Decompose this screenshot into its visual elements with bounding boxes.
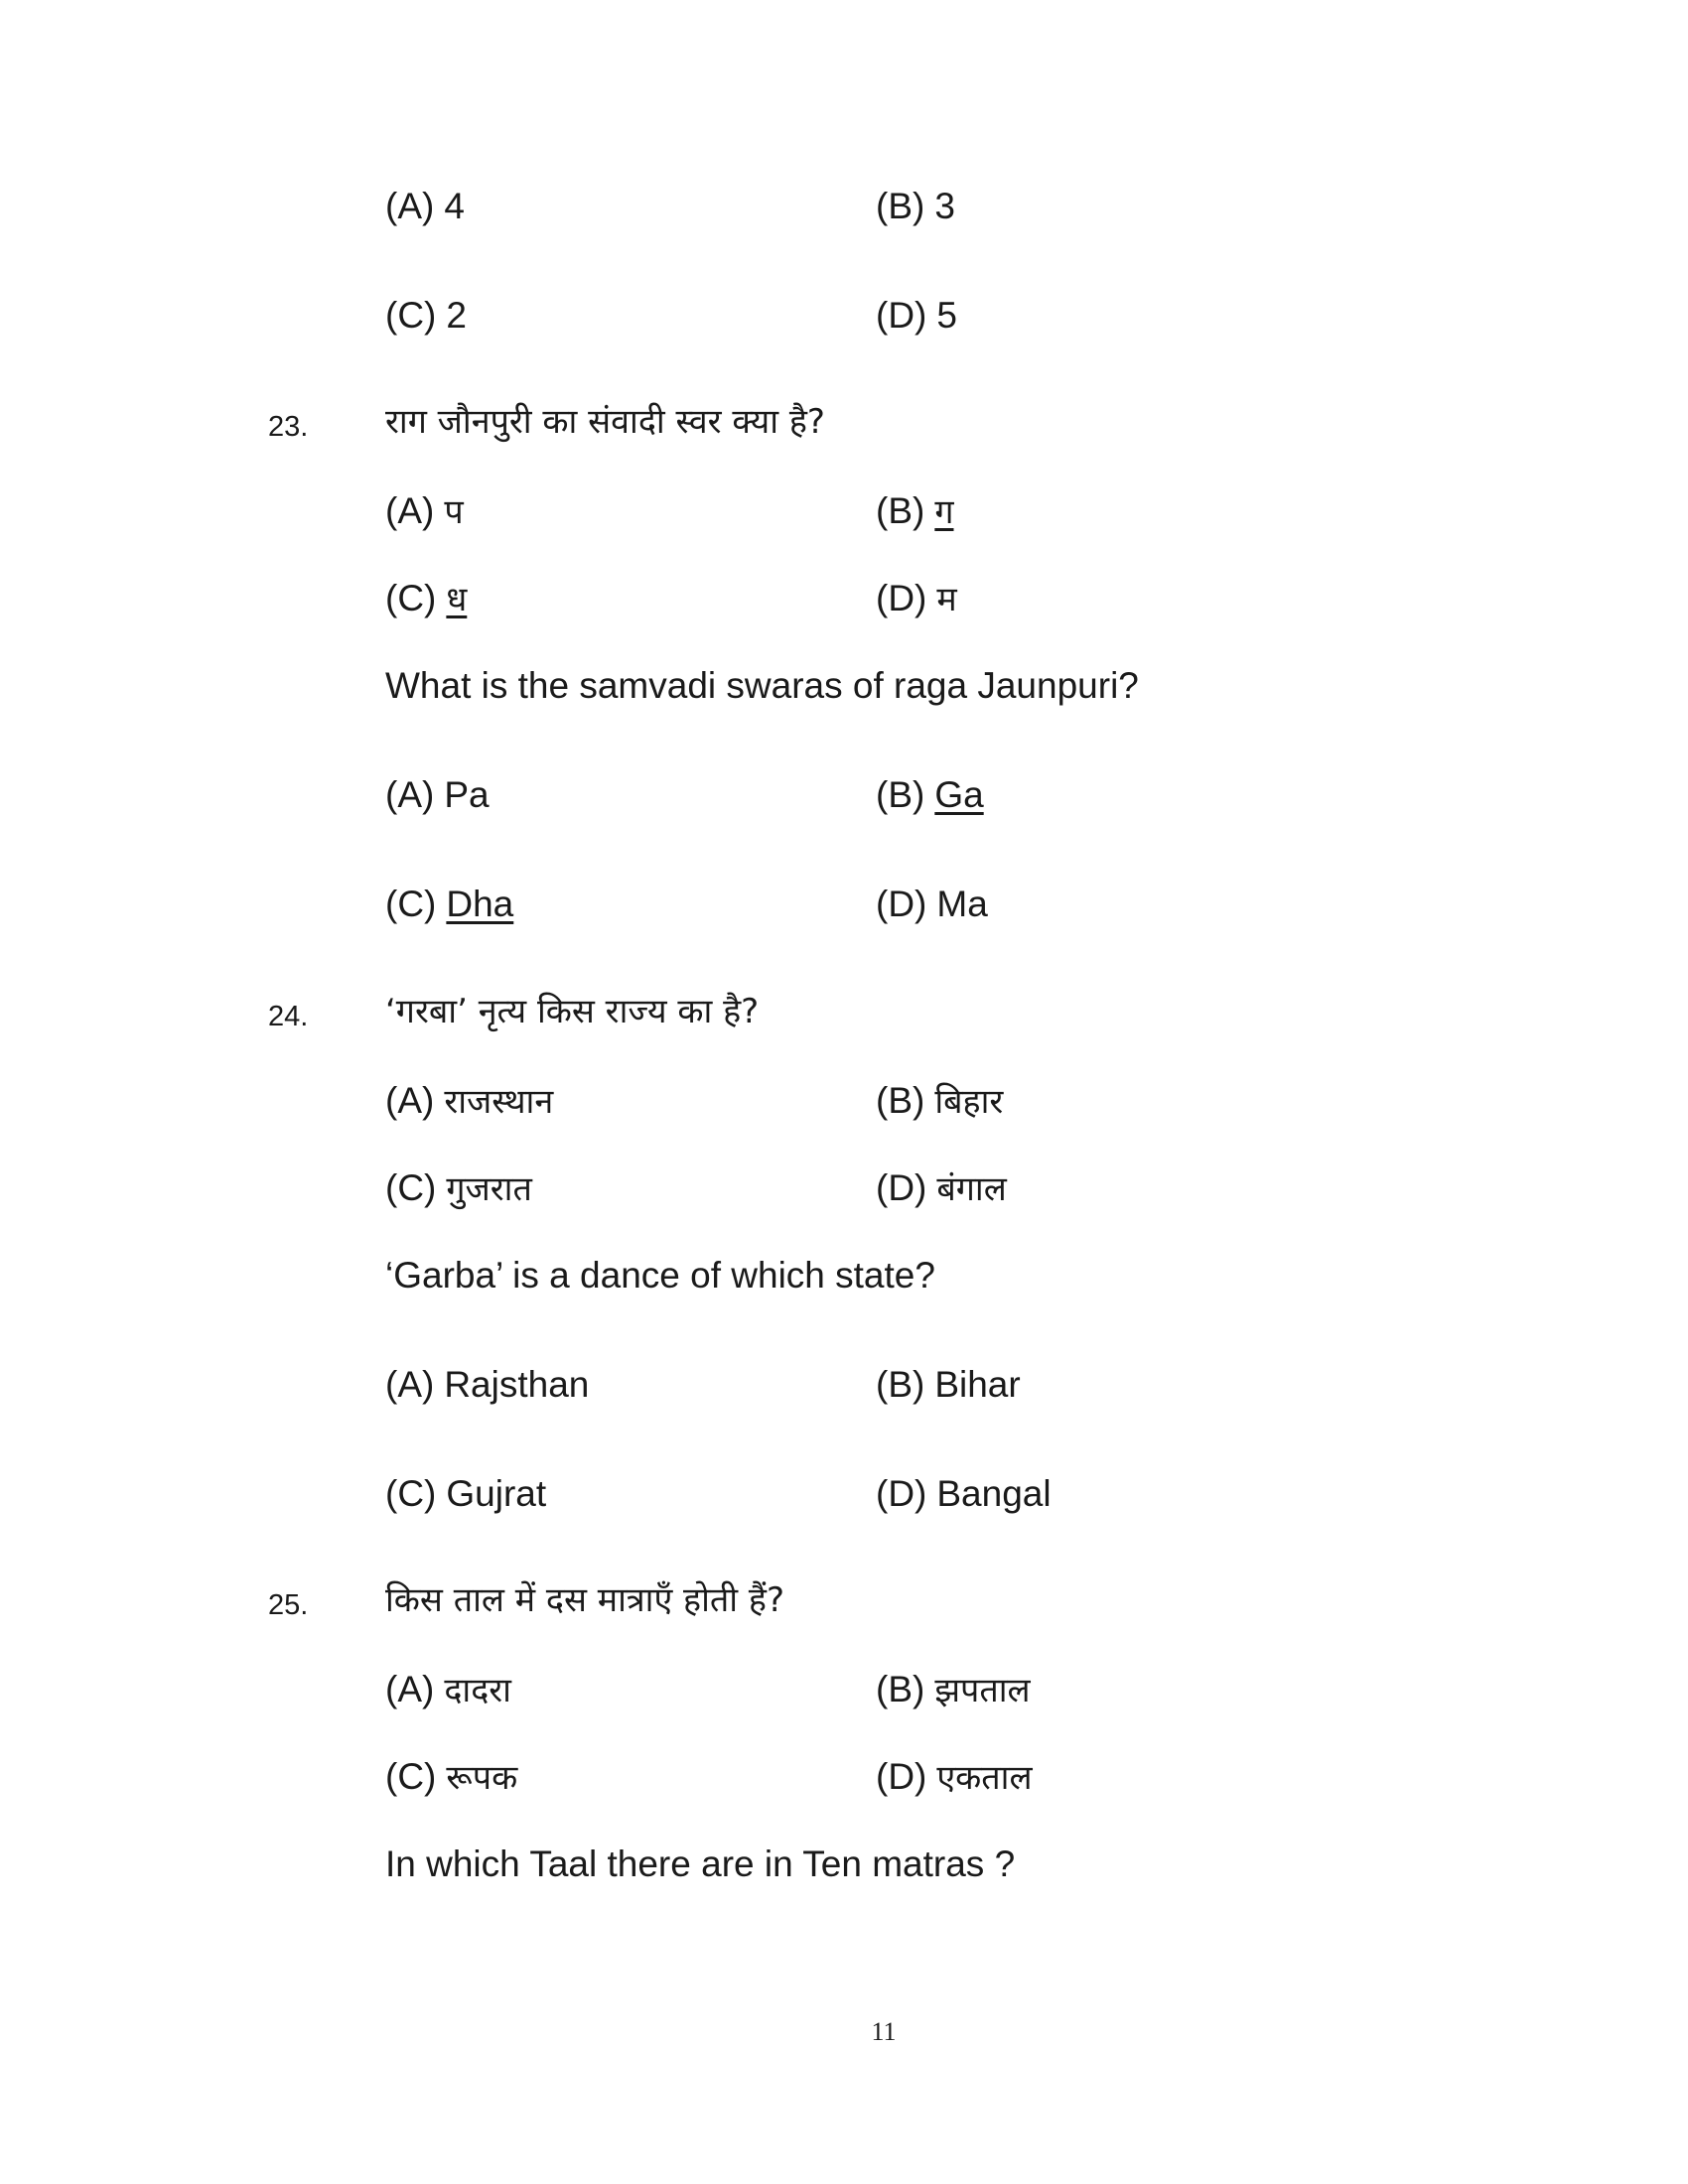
q25-hindi-option-a [385, 1665, 511, 1714]
option-value: Gujrat [446, 1473, 547, 1514]
option-value: Ga [934, 774, 984, 815]
q24-hindi-option-c [385, 1163, 532, 1213]
q25-hindi-option-c [385, 1752, 517, 1802]
option-value: Ma [936, 884, 988, 924]
option-label: (D) [876, 884, 927, 924]
option-value: दादरा [444, 1671, 511, 1710]
option-value: राजस्थान [444, 1082, 554, 1122]
option-label: (A) [385, 1669, 435, 1709]
question-number-23: 23. [268, 411, 309, 443]
option-value: 2 [446, 295, 467, 336]
option-label: (D) [876, 1756, 927, 1797]
q24-english-option-d [876, 1469, 1052, 1519]
option-value: एकताल [936, 1758, 1033, 1798]
option-label: (B) [876, 186, 925, 226]
option-label: (B) [876, 1364, 925, 1405]
q24-hindi-option-a [385, 1076, 553, 1126]
question-number-24: 24. [268, 1001, 309, 1032]
option-value: 4 [444, 186, 465, 226]
q22-option-a [385, 182, 465, 231]
option-value: Dha [446, 884, 514, 924]
q24-hindi-question: ‘गरबा’ नृत्य किस राज्य का है? [385, 992, 760, 1031]
q23-hindi-question: राग जौनपुरी का संवादी स्वर क्या है? [385, 402, 825, 442]
q24-hindi-option-b [876, 1076, 1003, 1126]
option-value: Rajsthan [444, 1364, 590, 1405]
option-label: (A) [385, 186, 435, 226]
q25-english-question: In which Taal there are in Ten matras ? [385, 1843, 1016, 1884]
option-value: 5 [936, 295, 957, 336]
option-value: Bihar [934, 1364, 1021, 1405]
option-label: (B) [876, 774, 925, 815]
option-value: 3 [934, 186, 955, 226]
option-value: बंगाल [936, 1169, 1007, 1209]
q23-english-option-a [385, 770, 490, 820]
option-label: (A) [385, 774, 435, 815]
option-label: (B) [876, 1080, 925, 1121]
q23-hindi-option-c [385, 574, 467, 623]
q23-hindi-option-a [385, 486, 464, 536]
option-value: Pa [444, 774, 490, 815]
q22-option-c [385, 291, 467, 341]
q23-english-question: What is the samvadi swaras of raga Jaunpuri? [385, 665, 1139, 706]
option-label: (B) [876, 1669, 925, 1709]
option-value: प [444, 492, 464, 532]
q23-hindi-option-d [876, 574, 957, 623]
option-label: (A) [385, 1364, 435, 1405]
option-label: (C) [385, 884, 437, 924]
option-label: (D) [876, 295, 927, 336]
q24-english-option-a [385, 1360, 589, 1410]
q22-option-d [876, 291, 957, 341]
q22-option-b [876, 182, 955, 231]
option-value: म [936, 580, 957, 619]
q25-hindi-question: किस ताल में दस मात्राएँ होती हैं? [385, 1580, 785, 1620]
option-label: (D) [876, 1473, 927, 1514]
option-value: गुजरात [446, 1169, 532, 1209]
option-label: (C) [385, 1756, 437, 1797]
option-label: (B) [876, 490, 925, 531]
option-value: Bangal [936, 1473, 1052, 1514]
q25-hindi-option-b [876, 1665, 1031, 1714]
q23-english-option-b [876, 770, 984, 820]
option-value: ग [934, 492, 954, 532]
q24-english-question: ‘Garba’ is a dance of which state? [385, 1255, 935, 1296]
q24-hindi-option-d [876, 1163, 1007, 1213]
option-label: (C) [385, 295, 437, 336]
option-value: बिहार [934, 1082, 1004, 1122]
option-label: (D) [876, 578, 927, 618]
option-label: (C) [385, 578, 437, 618]
option-label: (A) [385, 1080, 435, 1121]
option-value: रूपक [446, 1758, 518, 1798]
option-label: (C) [385, 1167, 437, 1208]
question-number-25: 25. [268, 1589, 309, 1621]
q23-english-option-c [385, 880, 513, 929]
q24-english-option-c [385, 1469, 546, 1519]
option-label: (D) [876, 1167, 927, 1208]
option-label: (C) [385, 1473, 437, 1514]
q25-hindi-option-d [876, 1752, 1033, 1802]
q24-english-option-b [876, 1360, 1021, 1410]
q23-english-option-d [876, 880, 988, 929]
page-number: 11 [871, 2017, 897, 2046]
option-value: ध [446, 580, 468, 619]
option-value: झपताल [934, 1671, 1031, 1710]
q23-hindi-option-b [876, 486, 953, 536]
option-label: (A) [385, 490, 435, 531]
